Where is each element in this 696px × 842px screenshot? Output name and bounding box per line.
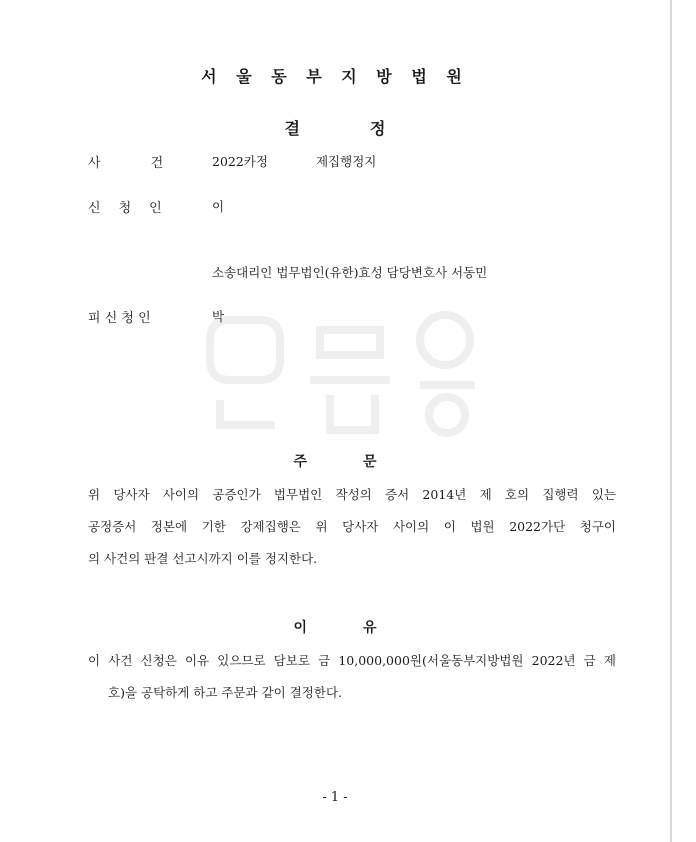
case-number: 2022카정 <box>212 154 268 169</box>
reason-heading <box>0 617 670 637</box>
case-label <box>88 152 163 171</box>
reason-line-1: 이 사건 신청은 이유 있으므로 담보로 금 10,000,000원(서울동부지방법원 2022년 금 제 <box>88 653 616 668</box>
case-label-1: 사 <box>88 156 101 171</box>
order-line-2: 공정증서 정본에 기한 강제집행은 위 당사자 사이의 이 법원 2022가단 청구이 <box>88 519 616 534</box>
applicant-name: 이 <box>212 199 225 214</box>
reason-heading-left: 이 <box>293 620 307 636</box>
order-heading <box>0 451 670 471</box>
document-type-right: 정 <box>370 119 386 138</box>
court-name: 서 울 동 부 지 방 법 원 <box>201 67 469 86</box>
respondent-label: 피 신 청 인 <box>88 311 151 326</box>
applicant-label-2: 청 <box>118 201 132 216</box>
viewer-margin <box>672 0 696 842</box>
page-number: - 1 - <box>322 790 348 805</box>
order-heading-left: 주 <box>293 454 307 470</box>
applicant-agent: 소송대리인 법무법인(유한)효성 담당변호사 서동민 <box>212 265 488 280</box>
respondent-name: 박 <box>212 309 225 324</box>
reason-heading-right: 유 <box>363 620 377 636</box>
case-title: 제집행정지 <box>315 154 377 169</box>
order-line-1: 위 당사자 사이의 공증인가 법무법인 작성의 증서 2014년 제 호의 집행력 있는 <box>88 487 616 502</box>
case-value <box>212 152 376 170</box>
case-label-2: 건 <box>150 156 164 171</box>
reason-line-2: 호)을 공탁하게 하고 주문과 같이 결정한다. <box>108 685 342 700</box>
document-type-left: 결 <box>284 119 300 138</box>
watermark-seal <box>190 300 490 440</box>
applicant-label-3: 인 <box>149 201 162 216</box>
reason-paragraph <box>88 645 616 709</box>
order-line-3: 의 사건의 판결 선고시까지 이를 정지한다. <box>88 551 318 566</box>
order-heading-right: 문 <box>363 454 377 470</box>
applicant-label <box>88 197 162 216</box>
applicant-label-1: 신 <box>88 201 101 216</box>
document-type <box>0 116 670 139</box>
order-paragraph <box>88 479 616 575</box>
